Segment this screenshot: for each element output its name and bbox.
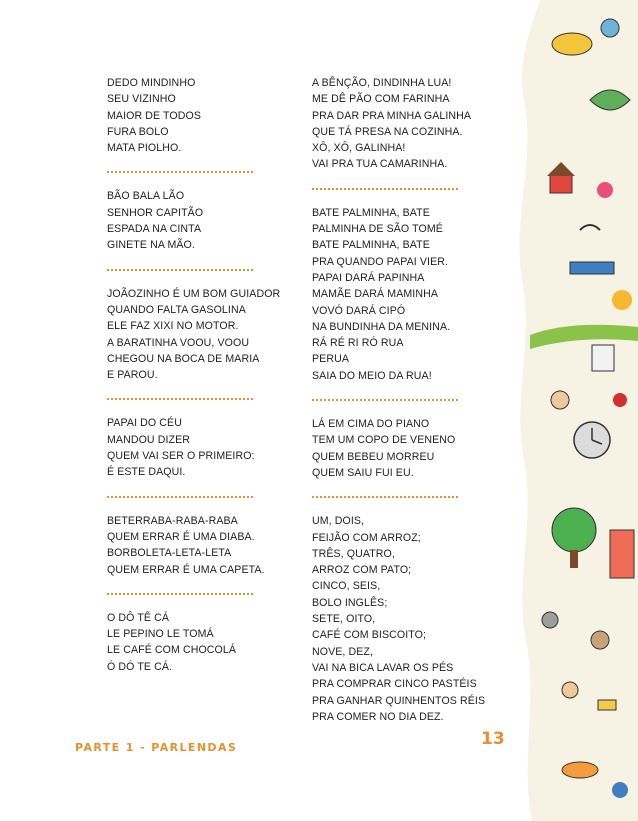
verse-line: SAIA DO MEIO DA RUA! [312,369,432,382]
verse-line: BOLO INGLÊS; [312,596,388,609]
tree-icon [552,508,596,552]
verse-line: TEM UM COPO DE VENENO [312,434,456,447]
sun-icon [612,290,632,310]
verse-line: BETERRABA-RABA-RABA [107,514,238,527]
verse-line: RÁ RÉ RI RÓ RUA [312,337,404,350]
verse-line: MAIOR DE TODOS [107,109,202,122]
verse-line: MANDOU DIZER [107,433,191,446]
verse-line: DEDO MINDINHO [107,77,196,89]
people-icon [562,682,578,698]
verse-line: PRA DAR PRA MINHA GALINHA [312,109,472,122]
page-number: 13 [481,729,505,749]
verse-line: CAFÉ COM BISCOITO; [312,629,427,642]
strip-background [519,0,638,821]
verse-line: QUEM SAIU FUI EU. [312,466,414,479]
verse-line: A BÊNÇÃO, DINDINHA LUA! [312,77,452,89]
verse-line: ESPADA NA CINTA [107,223,202,236]
stanza [107,513,307,578]
dotted-separator [107,171,253,173]
verse-line: MATA PIOLHO. [107,142,182,155]
verse-line: JOÃOZINHO É UM BOM GUIADOR [107,287,281,300]
stanza [107,75,307,156]
verse-line: QUEM VAI SER O PRIMEIRO: [107,450,255,463]
verse-line: Ó DÓ TE CÁ. [107,660,173,673]
verse-line: NA BUNDINHA DA MENINA. [312,320,451,333]
verse-line: QUEM ERRAR É UMA CAPETA. [107,563,265,576]
cat-icon [542,612,558,628]
verse-line: QUEM BEBEU MORREU [312,450,435,463]
verse-line: É ESTE DAQUI. [107,466,186,479]
child-icon [551,391,569,409]
dotted-separator [312,496,458,498]
dotted-separator [107,593,253,595]
right-column [312,75,512,725]
verse-line: E PAROU. [107,369,158,382]
verse-line: O DÔ TÊ CÁ [107,611,170,624]
bird-icon [601,19,619,37]
verse-line: GINETE NA MÃO. [107,239,195,252]
verse-line: QUANDO FALTA GASOLINA [107,303,246,316]
dotted-separator [107,269,253,271]
verse-line: QUEM ERRAR É UMA DIABA. [107,530,255,543]
verse-line: SETE, OITO, [312,613,376,626]
stanza [107,610,307,675]
verse-line: VAI PRA TUA CAMARINHA. [312,158,448,171]
verse-line: LE PEPINO LE TOMÁ [107,628,214,641]
stanza [312,416,512,481]
stanza [312,75,512,173]
verse-line: UM, DOIS, [312,515,365,528]
verse-line: ARROZ COM PATO; [312,564,412,577]
decorative-illustration-strip [510,0,638,821]
dotted-separator [107,496,253,498]
verse-line: NOVE, DEZ, [312,645,374,658]
verse-line: BORBOLETA-LETA-LETA [107,547,232,560]
dotted-separator [107,398,253,400]
verse-line: SENHOR CAPITÃO [107,206,204,219]
stanza [107,286,307,384]
verse-line: QUE TÁ PRESA NA COZINHA. [312,125,463,138]
verse-line: BÃO BALA LÃO [107,190,185,203]
bottom-fish-icon [562,762,598,778]
left-column [107,75,307,675]
verse-line: PRA GANHAR QUINHENTOS RÉIS [312,694,486,707]
stanza [107,188,307,253]
verse-line: BATE PALMINHA, BATE [312,239,430,252]
verse-line: A BARATINHA VOOU, VOOU [107,336,250,349]
verse-line: FURA BOLO [107,125,169,138]
book-icon [592,345,614,371]
verse-line: PRA COMPRAR CINCO PASTÉIS [312,678,477,691]
verse-line: ELE FAZ XIXI NO MOTOR. [107,320,239,333]
verse-line: PRA QUANDO PAPAI VIER. [312,255,449,268]
verse-line: LÁ EM CIMA DO PIANO [312,418,430,431]
stanza [312,513,512,725]
building-icon [610,530,634,578]
verse-line: PAPAI DARÁ PAPINHA [312,271,425,284]
stanza [312,205,512,384]
verse-line: CINCO, SEIS, [312,580,381,593]
dog-icon [591,631,609,649]
crown-icon [598,700,616,710]
verse-line: TRÊS, QUATRO, [312,547,395,560]
dotted-separator [312,399,458,401]
verse-line: PAPAI DO CÉU [107,417,182,430]
flower-icon [597,182,613,198]
dotted-separator [312,188,458,190]
verse-line: MAMÃE DARÁ MAMINHA [312,288,438,301]
verse-line: SEU VIZINHO [107,93,176,106]
verse-line: XÔ, XÔ, GALINHA! [312,142,406,155]
verse-line: PALMINHA DE SÃO TOMÉ [312,223,443,236]
ladybug-icon [613,393,627,407]
verse-line: VAI NA BICA LAVAR OS PÉS [312,661,454,674]
tree-trunk-icon [570,550,578,568]
verse-line: PRA COMER NO DIA DEZ. [312,710,444,723]
verse-line: ME DÊ PÃO COM FARINHA [312,93,450,106]
verse-line: CHEGOU NA BOCA DE MARIA [107,352,260,365]
section-title: PARTE 1 - PARLENDAS [75,741,238,754]
verse-line: FEIJÃO COM ARROZ; [312,531,421,544]
verse-line: VOVÓ DARÁ CIPÓ [312,304,406,317]
verse-line: PERUA [312,353,349,366]
house-icon [550,175,572,193]
ball-icon [612,782,628,798]
fish-icon [552,33,592,55]
verse-line: BATE PALMINHA, BATE [312,206,430,219]
train-icon [570,262,614,274]
verse-line: LE CAFÉ COM CHOCOLÁ [107,644,237,657]
stanza [107,415,307,480]
